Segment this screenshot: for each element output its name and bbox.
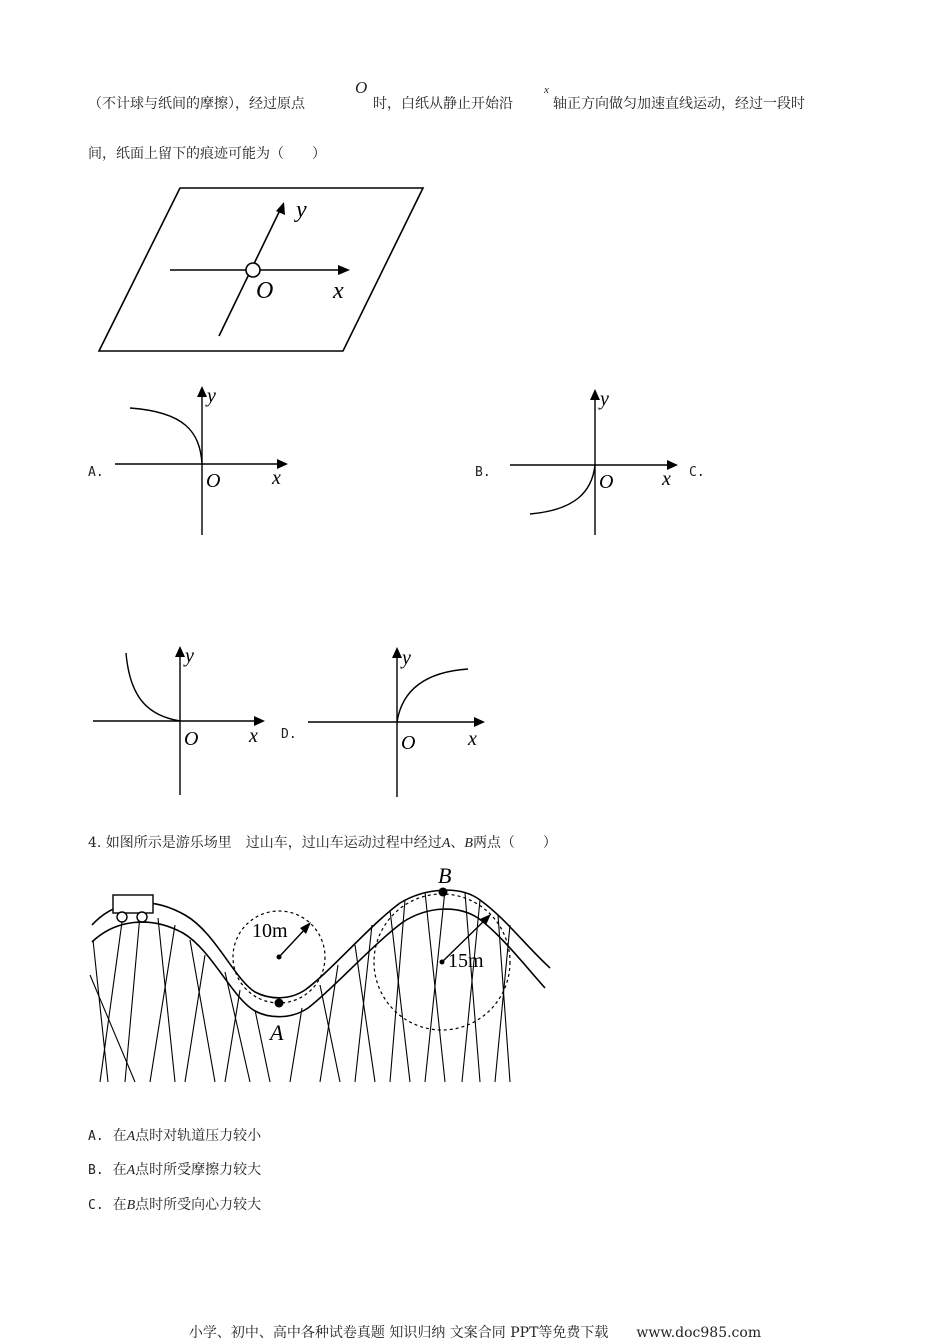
q3-line1-part-c: 轴正方向做匀加速直线运动，经过一段时: [553, 96, 805, 112]
q4-option-b[interactable]: [88, 1160, 261, 1181]
radius-a-label: 10m: [252, 920, 288, 942]
q3-line2: 间，纸面上留下的痕迹可能为（ ）: [88, 146, 326, 162]
axis-symbol: x: [544, 84, 549, 96]
q4-option-c-post: 点时所受向心力较大: [135, 1197, 262, 1213]
d-x-label: x: [468, 728, 477, 750]
option-a-label[interactable]: A.: [88, 465, 104, 480]
page-footer: 小学、初中、高中各种试卷真题 知识归纳 文案合同 PPT等免费下载 www.doc985.com: [188, 1325, 762, 1341]
b-origin-label: O: [599, 471, 614, 493]
a-x-label: x: [272, 467, 281, 489]
origin-symbol: O: [355, 78, 368, 97]
main-y-label: y: [296, 197, 307, 223]
q4-option-a-point: A: [126, 1129, 136, 1144]
option-c-label[interactable]: C.: [689, 465, 705, 480]
b-x-label: x: [662, 468, 671, 490]
q4-option-a-pre: 在: [112, 1128, 127, 1144]
q4-option-b-letter: B.: [88, 1163, 104, 1178]
q4-option-a-letter: A.: [88, 1129, 104, 1144]
q4-option-b-pre: 在: [112, 1162, 127, 1178]
a-y-label: y: [207, 385, 216, 407]
main-x-label: x: [333, 278, 344, 304]
q4-option-b-post: 点时所受摩擦力较大: [135, 1162, 262, 1178]
q3-line1-part-a: （不计球与纸间的摩擦），经过原点: [88, 96, 305, 112]
q4-option-c[interactable]: [88, 1195, 261, 1216]
q4-stem-point-a: A: [441, 836, 451, 851]
q4-stem-end: 两点（ ）: [472, 835, 557, 851]
q3-line1-part-b: 时，白纸从静止开始沿: [373, 96, 513, 112]
q4-option-a[interactable]: [88, 1126, 261, 1147]
q4-option-c-point: B: [126, 1198, 136, 1213]
a-origin-label: O: [206, 470, 221, 492]
q4-option-b-point: A: [126, 1163, 136, 1178]
b-y-label: y: [600, 388, 609, 410]
c-x-label: x: [249, 725, 258, 747]
radius-b-label: 15m: [448, 950, 484, 972]
d-y-label: y: [402, 647, 411, 669]
point-a-label: A: [270, 1020, 284, 1045]
q4-option-c-letter: C.: [88, 1198, 104, 1213]
q4-stem-sep: 、: [450, 835, 465, 851]
c-origin-label: O: [184, 728, 199, 750]
option-d-label[interactable]: D.: [281, 727, 297, 742]
q4-option-a-post: 点时对轨道压力较小: [135, 1128, 262, 1144]
q4-stem-text: 4. 如图所示是游乐场里 过山车，过山车运动过程中经过: [88, 835, 442, 851]
option-b-label[interactable]: B.: [475, 465, 491, 480]
main-origin-label: O: [256, 278, 274, 304]
c-y-label: y: [185, 645, 194, 667]
q4-option-c-pre: 在: [112, 1197, 127, 1213]
d-origin-label: O: [401, 732, 416, 754]
point-b-label: B: [438, 863, 452, 888]
q4-stem-point-b: B: [464, 836, 473, 851]
